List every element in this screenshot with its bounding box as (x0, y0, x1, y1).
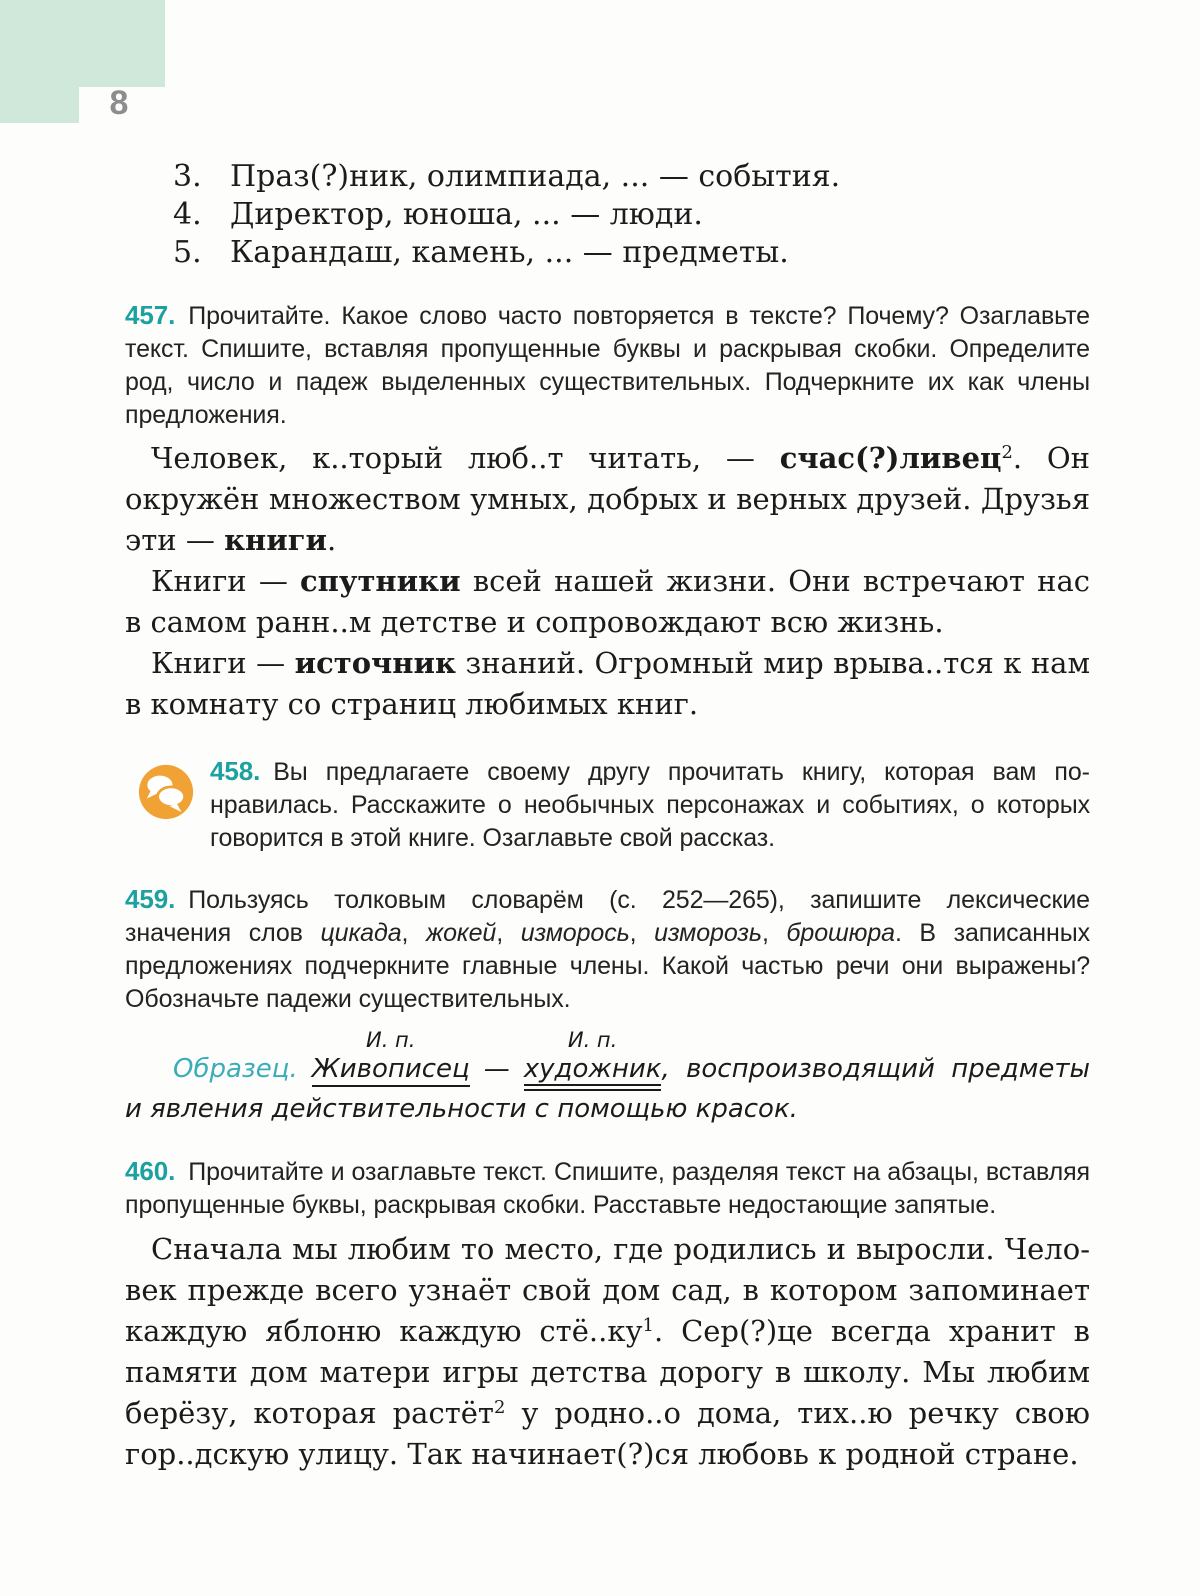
sample-subject (311, 1028, 470, 1089)
text-paragraph: Книги — источник знаний. Огромный мир врыва..тся к нам в комнату со страниц любимых книг. (125, 646, 1091, 721)
list-item-number: 3. (173, 159, 202, 194)
exercise-457-number: 457. (125, 300, 176, 330)
text-paragraph: Книги — спутники всей нашей жизни. Они встречают нас в самом ранн..м детстве и сопровождают всю жизнь. (125, 564, 1090, 639)
exercise-460-task-text: Прочитайте и озаглавьте текст. Спишите, разделяя текст на абзацы, вставляя пропущенные буквы, раскрывая скобки. Расставьте недостающие запятые. (125, 1158, 1090, 1219)
dash: — (483, 1054, 510, 1084)
exercise-459-instruction (125, 883, 1090, 1016)
exercise-460-text (125, 1229, 1090, 1475)
list-item-text: Праз(?)ник, олимпиада, ... — события. (230, 159, 841, 194)
exercise-460-instruction (125, 1155, 1090, 1222)
list-item (173, 158, 1090, 196)
list-item-number: 5. (173, 235, 202, 270)
exercise-459-task-text: Пользуясь толковым словарём (с. 252—265), запишите лексические значения слов цикада, жокей, изморось, изморозь, брошюра. В записанных предложениях подчеркните главные члены. Какой частью речи они выражены? Обозначьте падежи существительных. (125, 886, 1090, 1013)
exercise-457-instruction (125, 299, 1090, 432)
sample-sentence (125, 1018, 1090, 1129)
exercise-458-instruction (210, 755, 1090, 855)
text-paragraph: Человек, к..торый люб..т читать, — счас(?)ливец$^2$. Он окружён множеством умных, добрых и верных друзей. Друзья эти — книги. (125, 441, 1090, 557)
corner-decoration (0, 0, 165, 87)
exercise-458-task-text: Вы предлагаете своему другу прочитать книгу, которая вам понравилась. Расскажите о необычных персонажах и событиях, о которых говорится в этой книге. Озаглавьте свой рассказ. (210, 758, 1090, 852)
double-underlined-predicate: художник (524, 1054, 662, 1091)
list-item-number: 4. (173, 197, 202, 232)
sample-rest-text: , воспроизводящий предметы и явления действительности с помощью красок. (125, 1054, 1090, 1124)
list-item (173, 234, 1090, 272)
text-paragraph: Сначала мы любим то место, где родились и выросли. Человек прежде всего узнаёт свой дом сад, в котором запоминает каждую яблоню каждую $стё..ку^1$. Сер(?)це всегда хранит в памяти дом матери игры детства дорогу в школу. Мы любим берёзу, которая растёт$^2$ у родно..о дома, тих..ю речку свою гор..дскую улицу. Так начинает(?)ся любовь к родной стране. (125, 1232, 1090, 1471)
sample-predicate (523, 1028, 662, 1089)
exercise-458 (125, 755, 1090, 855)
exercise-460-number: 460. (125, 1156, 176, 1186)
sample-label: Образец. (173, 1054, 298, 1084)
speech-bubbles-icon (138, 764, 194, 820)
word-groups-list (125, 158, 1090, 272)
exercise-459-number: 459. (125, 884, 176, 914)
exercise-458-number: 458. (210, 756, 261, 786)
list-item-text: Директор, юноша, ... — люди. (230, 197, 703, 232)
list-item (173, 196, 1090, 234)
corner-decoration-step (0, 87, 79, 123)
exercise-457-text (125, 438, 1090, 725)
page-number: 8 (109, 84, 129, 122)
underlined-subject: Живописец (312, 1054, 470, 1087)
list-item-text: Карандаш, камень, ... — предметы. (230, 235, 789, 270)
case-label: И. п. (366, 1028, 416, 1052)
case-label: И. п. (567, 1028, 618, 1052)
exercise-457-task-text: Прочитайте. Какое слово часто повторяется в тексте? Почему? Озаглавьте текст. Спишите, вставляя пропущенные буквы и раскрывая скобки. Определите род, число и падеж выделенных существительных. Подчеркните их как члены предложения. (125, 302, 1090, 429)
